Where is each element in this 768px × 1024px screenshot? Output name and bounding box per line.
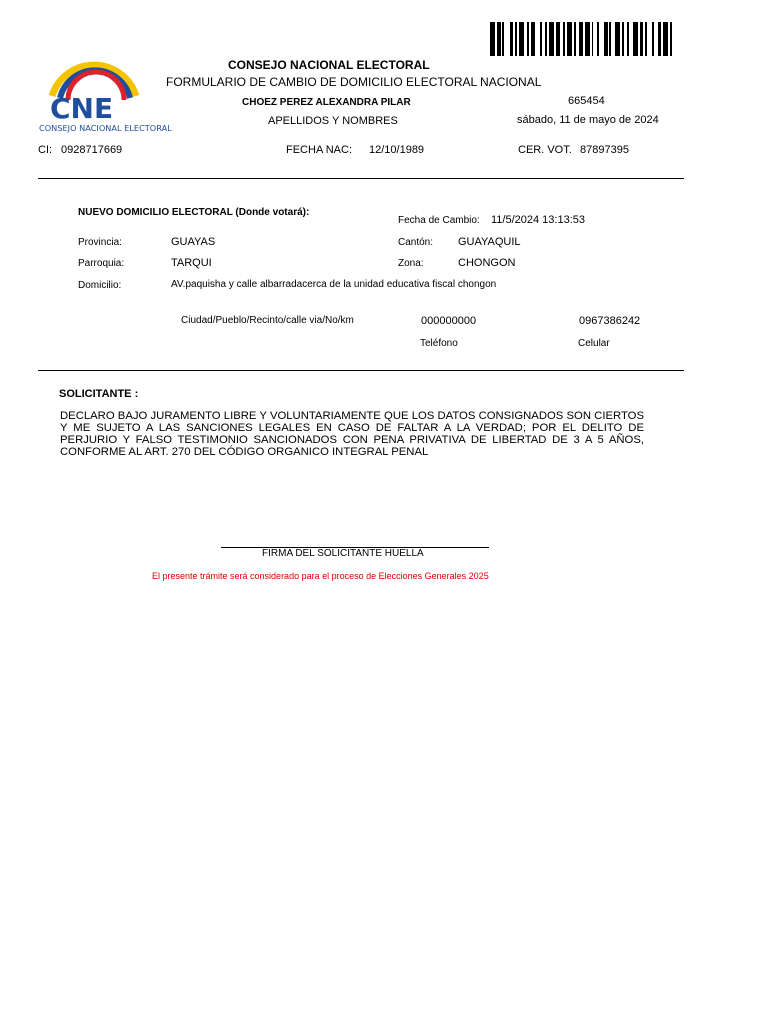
name-label: APELLIDOS Y NOMBRES [268, 115, 398, 127]
celular-label: Celular [578, 338, 610, 349]
canton-value: GUAYAQUIL [458, 236, 521, 248]
page-title: CONSEJO NACIONAL ELECTORAL [228, 58, 430, 72]
barcode-icon [490, 22, 676, 56]
celular-value: 0967386242 [579, 315, 641, 327]
birth-value: 12/10/1989 [369, 144, 425, 156]
issue-date: sábado, 11 de mayo de 2024 [517, 114, 659, 126]
elections-notice: El presente trámite será considerado para el proceso de Elecciones Generales 2025 [152, 571, 489, 581]
signature-label: FIRMA DEL SOLICITANTE HUELLA [262, 548, 424, 559]
provincia-label: Provincia: [78, 237, 122, 248]
ci-label: CI: [38, 144, 53, 156]
section-heading-domicilio: NUEVO DOMICILIO ELECTORAL (Donde votará): [78, 207, 310, 218]
change-date-label: Fecha de Cambio: [398, 215, 480, 226]
logo-text: CNE [50, 92, 114, 125]
form-subtitle: FORMULARIO DE CAMBIO DE DOMICILIO ELECTORAL NACIONAL [166, 75, 542, 89]
domicilio-value: AV.paquisha y calle albarradacerca de la unidad educativa fiscal chongon [171, 279, 497, 290]
provincia-value: GUAYAS [171, 236, 216, 248]
cne-logo [38, 52, 172, 136]
birth-label: FECHA NAC: [286, 144, 353, 156]
parroquia-value: TARQUI [171, 257, 212, 269]
canton-label: Cantón: [398, 237, 434, 248]
domicilio-label: Domicilio: [78, 280, 122, 291]
ci-value: 0928717669 [61, 144, 123, 156]
cer-vot-value: 87897395 [580, 144, 629, 156]
divider-middle [38, 370, 684, 371]
change-date-value: 11/5/2024 13:13:53 [491, 214, 585, 226]
section-heading-solicitante: SOLICITANTE : [59, 388, 139, 400]
sworn-declaration: DECLARO BAJO JURAMENTO LIBRE Y VOLUNTARIAMENTE QUE LOS DATOS CONSIGNADOS SON CIERTOS Y ME SUJETO A LAS SANCIONES LEGALES EN CASO DE FALTAR A LA VERDAD; POR EL DELITO DE PERJURIO Y FALSO TESTIMONIO SANCIONADOS CON PENA PRIVATIVA DE LIBERTAD DE 3 A 5 AÑOS, CONFORME AL ART. 270 DEL CÓDIGO ORGANICO INTEGRAL PENAL [60, 410, 644, 458]
address-caption: Ciudad/Pueblo/Recinto/calle via/No/km [181, 315, 354, 326]
logo-caption: CONSEJO NACIONAL ELECTORAL [39, 123, 172, 133]
telefono-value: 000000000 [421, 315, 477, 327]
form-number: 665454 [568, 95, 605, 107]
applicant-name: CHOEZ PEREZ ALEXANDRA PILAR [242, 97, 411, 108]
cer-vot-label: CER. VOT. [518, 144, 572, 156]
zona-label: Zona: [398, 258, 424, 269]
divider-top [38, 178, 684, 179]
zona-value: CHONGON [458, 257, 516, 269]
parroquia-label: Parroquia: [78, 258, 125, 269]
telefono-label: Teléfono [420, 338, 458, 349]
